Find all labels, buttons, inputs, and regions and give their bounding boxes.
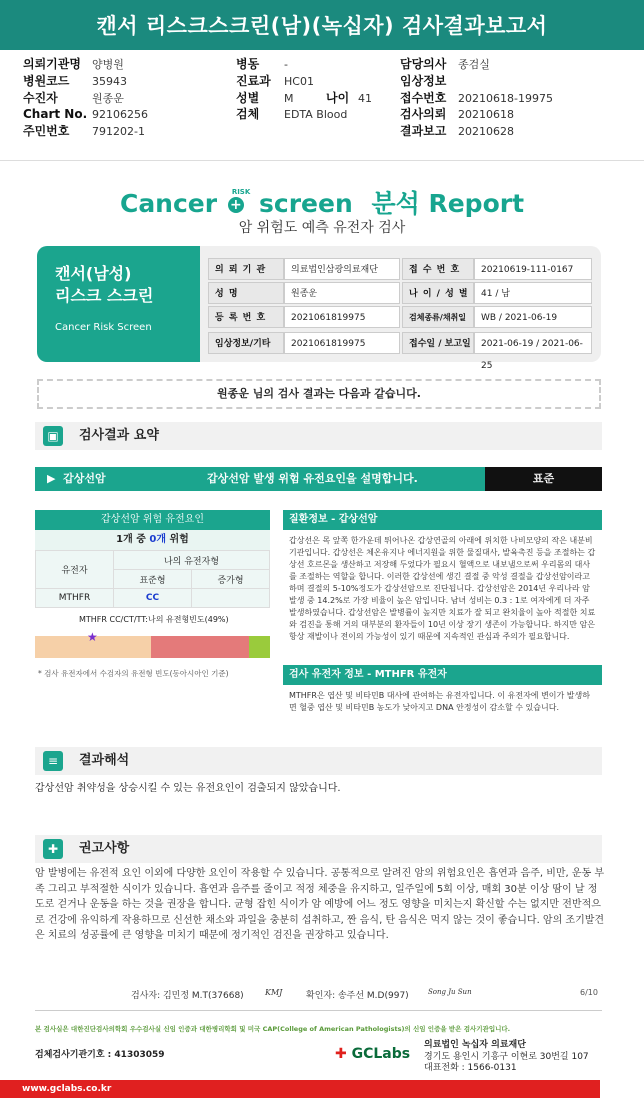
age-value: 41 (358, 91, 372, 105)
disease-info-text: 갑상선은 목 앞쪽 한가운데 튀어나온 갑상연골의 아래에 위치한 나비모양의 작은 내분비기관입니다. 갑상선은 체온유지나 에너지원을 위한 물질대사, 발육촉진 등을 조절하는 갑상선 호르몬을 생산하고 저장해 두었다가 필요시 혈액으로 내보냄으로써 우리몸의 대사를 조절하는 역할을 합니다. 이러한 갑상선에 생긴 결절 중 악성 결절을 갑상선암이라고 하며 결절의 5-10%정도가 갑상선암으로 진단됩니다. 갑상선암은 2014년 우리나라 암 발생 중 14.2%로 가장 비율이 높은 암입니다. 남녀 성비는 0.3 : 1로 여자에게 더 자주 발생하였습니다. 갑상선암은 발병률이 높지만 치료가 잘 되고 완치율이 높아 적절한 치료와 검진을 통해 거의 대부분의 환자들이 10년 이상 장기 생존이 가능합니다. 하지만 암은 항상 재발이나 전이의 가능성이 있기 때문에 지속적인 관심과 주의가 필요합니다. (289, 536, 596, 641)
genotype-table (35, 550, 270, 608)
info-value: 41 / 남 (474, 282, 592, 304)
count-pre: 1개 중 (116, 534, 150, 545)
label: 의뢰기관명 (23, 57, 81, 71)
summary-section-bar (35, 422, 602, 450)
value: 원종운 (92, 91, 124, 105)
age-label: 나이 (326, 90, 350, 105)
recommend-section-bar (35, 835, 602, 863)
recommend-text: 암 발병에는 유전적 요인 이외에 다양한 요인이 작용할 수 있습니다. 공통적으로 알려진 암의 위험요인은 흡연과 음주, 비만, 운동 부족 그리고 부적절한 식이가 있습니다. 흡연과 음주를 줄이고 적정 체중을 유지하고, 일주일에 5회 이상, 매회 30분 이상 땀이 날 정도로 걷거나 운동을 하는 것을 권장을 합니다. 균형 잡힌 식이가 암 예방에 어느 정도 영향을 미치는지 확신할 수는 없지만 전반적으로 건강에 유익하게 작용하므로 신선한 채소와 과일을 충분히 섭취하고, 짠 음식, 탄 음식은 먹지 않는 것이 좋습니다. 암의 조기발견은 치료의 성공률에 큰 영향을 미치기 때문에 정기적인 검진을 권장하고 있습니다. (35, 868, 605, 942)
value: 20210628 (458, 125, 514, 139)
info-label: 나 이 / 성 별 (402, 282, 474, 304)
result-intro: 원종운 님의 검사 결과는 다음과 같습니다. (37, 379, 601, 409)
label: 주민번호 (23, 124, 70, 139)
accreditation-note: 본 검사실은 대한진단검사의학회 우수검사실 신임 인증과 대한병리학회 및 미국 CAP(College of American Pathologists)의 신임 인증을 받은 검사기관입니다. (35, 1025, 511, 1033)
report-subtitle: 암 위험도 예측 유전자 검사 (238, 220, 406, 236)
value: 20210618-19975 (458, 91, 553, 105)
empty-cell (192, 589, 270, 608)
value: 양병원 (92, 58, 124, 71)
info-label: 검체종류/채취일 (402, 306, 474, 328)
risk-count (35, 530, 270, 550)
genotype-value: CC (114, 589, 192, 608)
gc-address: 경기도 용인시 기흥구 이현로 30번길 107 (424, 1051, 589, 1062)
label: 병동 (236, 57, 260, 71)
org-code: 검체검사기관기호 : 41303059 (35, 1050, 165, 1060)
count-num: 0개 (149, 534, 167, 545)
test-title-line2: 리스크 스크린 (55, 286, 154, 305)
logo-report: 분석 Report (371, 189, 525, 218)
value: HC01 (284, 74, 314, 88)
info-label: 성 명 (208, 282, 284, 304)
interpretation-section-bar (35, 747, 602, 775)
label: 검체 (236, 107, 260, 122)
test-title (55, 263, 153, 307)
label: 수진자 (23, 90, 58, 105)
label: 결과보고 (400, 124, 447, 139)
examiner: 검사자: 김민정 M.T(37668) (131, 991, 244, 1001)
disease-info-header: 질환정보 - 갑상선암 (283, 510, 602, 530)
cancer-risk-screen-logo (0, 184, 644, 220)
value: 92106256 (92, 108, 148, 122)
confirmer-signature: Song Ju Sun (428, 988, 472, 996)
disease-name: ▶ 갑상선암 (47, 472, 106, 485)
summary-title: 검사결과 요약 (79, 428, 159, 443)
status-badge: 표준 (485, 467, 602, 491)
gc-logo-icon: ✚ (335, 1046, 347, 1062)
document-icon: ≡ (43, 751, 63, 771)
gclabs-logo (335, 1046, 410, 1062)
star-icon: ★ (87, 630, 98, 644)
info-label: 등 록 번 호 (208, 306, 284, 328)
value: 35943 (92, 74, 127, 88)
logo-screen: screen (259, 189, 353, 218)
test-name-box (37, 246, 207, 362)
value: 791202-1 (92, 125, 145, 139)
label: 병원코드 (23, 73, 70, 88)
plus-icon: + (228, 197, 244, 213)
info-value: 2021061819975 (284, 306, 400, 328)
gene-info-header: 검사 유전자 정보 - MTHFR 유전자 (283, 665, 602, 685)
count-post: 위험 (166, 534, 189, 545)
info-label: 접 수 번 호 (402, 258, 474, 280)
confirmer: 확인자: 송주선 M.D(997) (306, 991, 409, 1001)
std-col-header: 표준형 (114, 570, 192, 589)
footnote: * 검사 유전자에서 수검자의 유전형 빈도(동아시아인 기준) (38, 669, 229, 678)
gc-phone: 대표전화 : 1566-0131 (424, 1063, 517, 1073)
examiner-signature: KMJ (265, 988, 283, 997)
value: - (284, 58, 288, 71)
disease-banner (35, 467, 602, 491)
logo-cancer: Cancer (119, 189, 218, 218)
bar-segment-ct (151, 636, 249, 658)
test-title-line1: 캔서(남성) (55, 264, 132, 283)
recommend-title: 권고사항 (79, 841, 130, 856)
label: 검사의뢰 (400, 107, 447, 122)
info-label: 임상정보/기타 (208, 332, 284, 354)
disease-desc: 갑상선암 발생 위험 유전요인을 설명합니다. (207, 472, 418, 485)
info-value: WB / 2021-06-19 (474, 306, 592, 328)
info-value: 2021-06-19 / 2021-06-25 (474, 332, 592, 354)
bar-label: MTHFR CC/CT/TT:나의 유전형빈도(49%) (79, 615, 229, 624)
gene-info-text: MTHFR은 엽산 및 비타민B 대사에 관여하는 유전자입니다. 이 유전자에 변이가 발생하면 혈중 엽산 및 비타민B 농도가 낮아지고 DNA 안정성이 감소할 수 있습니다. (289, 691, 590, 712)
logo-risk: RISK (231, 188, 251, 196)
gc-logo-text: GCLabs (351, 1046, 411, 1062)
disease-name-text: 갑상선암 (63, 472, 106, 485)
gclabs-info (424, 1040, 589, 1075)
info-label: 의 뢰 기 관 (208, 258, 284, 280)
test-subtitle: Cancer Risk Screen (55, 322, 152, 333)
info-value: 원종운 (284, 282, 400, 304)
value: 종검실 (458, 58, 490, 71)
value: M (284, 91, 294, 105)
label: 접수번호 (400, 90, 447, 105)
label: 담당의사 (400, 57, 447, 71)
inc-col-header: 증가형 (192, 570, 270, 589)
panel-header: 갑상선암 위험 유전요인 (35, 510, 270, 530)
label: 성별 (236, 90, 260, 105)
divider (35, 1010, 602, 1011)
doctor-icon: ✚ (43, 839, 63, 859)
report-header: 캔서 리스크스크린(남)(녹십자) 검사결과보고서 (0, 0, 644, 50)
patient-info-col3 (400, 56, 553, 140)
patient-info-col2 (236, 56, 372, 123)
label: 진료과 (236, 73, 271, 88)
info-value: 의료법인삼광의료재단 (284, 258, 400, 280)
bar-segment-tt (249, 636, 270, 658)
info-label: 접수일 / 보고일 (402, 332, 474, 354)
label: 임상정보 (400, 73, 447, 88)
interpretation-title: 결과해석 (79, 753, 130, 768)
info-table (200, 246, 601, 371)
label: Chart No. (23, 107, 88, 122)
patient-info-col1 (23, 56, 148, 140)
gene-col-header: 유전자 (36, 551, 114, 589)
gc-name: 의료법인 녹십자 의료재단 (424, 1040, 526, 1050)
value: EDTA Blood (284, 108, 348, 122)
interpretation-text: 갑상선암 취약성을 상승시킬 수 있는 유전요인이 검출되지 않았습니다. (35, 783, 341, 794)
page-number: 6/10 (580, 988, 598, 997)
gene-name: MTHFR (36, 589, 114, 608)
my-type-header: 나의 유전자형 (114, 551, 270, 570)
summary-icon: ▣ (43, 426, 63, 446)
website-link[interactable]: www.gclabs.co.kr (0, 1080, 600, 1098)
info-value: 20210619-111-0167 (474, 258, 592, 280)
disease-info-panel (283, 510, 602, 719)
risk-factor-panel (35, 510, 270, 628)
value: 20210618 (458, 108, 514, 122)
divider (0, 160, 644, 161)
info-value: 2021061819975 (284, 332, 400, 354)
